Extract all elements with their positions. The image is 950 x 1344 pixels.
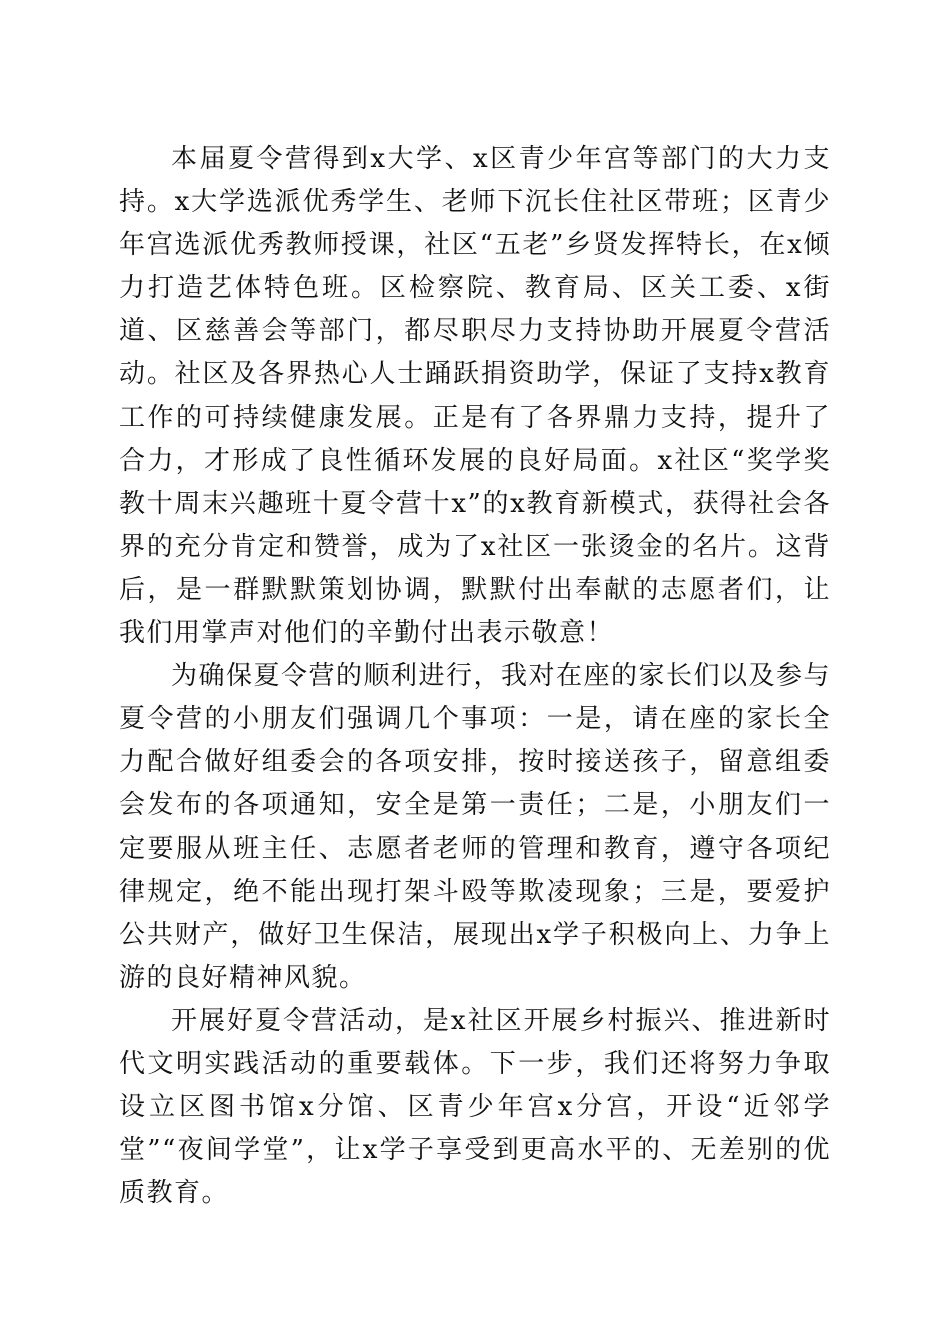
paragraph-notices: 为确保夏令营的顺利进行，我对在座的家长们以及参与夏令营的小朋友们强调几个事项：一是，请在座的家长全力配合做好组委会的各项安排，按时接送孩子，留意组委会发布的各项通知，安全是第一责任；二是，小朋友们一定要服从班主任、志愿者老师的管理和教育，遵守各项纪律规定，绝不能出现打架斗殴等欺凌现象；三是，要爱护公共财产，做好卫生保洁，展现出x学子积极向上、力争上游的良好精神风貌。: [119, 661, 832, 993]
paragraph-support: 本届夏令营得到x大学、x区青少年宫等部门的大力支持。x大学选派优秀学生、老师下沉长住社区带班；区青少年宫选派优秀教师授课，社区“五老”乡贤发挥特长，在x倾力打造艺体特色班。区检察院、教育局、区关工委、x街道、区慈善会等部门，都尽职尽力支持协助开展夏令营活动。社区及各界热心人士踊跃捐资助学，保证了支持x教育工作的可持续健康发展。正是有了各界鼎力支持，提升了合力，才形成了良性循环发展的良好局面。x社区“奖学奖教十周末兴趣班十夏令营十x”的x教育新模式，获得社会各界的充分肯定和赞誉，成为了x社区一张烫金的名片。这背后，是一群默默策划协调，默默付出奉献的志愿者们，让我们用掌声对他们的辛勤付出表示敬意！: [119, 144, 831, 649]
document-body: [119, 138, 831, 1215]
paragraph-next-steps: 开展好夏令营活动，是x社区开展乡村振兴、推进新时代文明实践活动的重要载体。下一步，我们还将努力争取设立区图书馆x分馆、区青少年宫x分宫，开设“近邻学堂”“夜间学堂”，让x学子享受到更高水平的、无差别的优质教育。: [119, 1005, 831, 1209]
